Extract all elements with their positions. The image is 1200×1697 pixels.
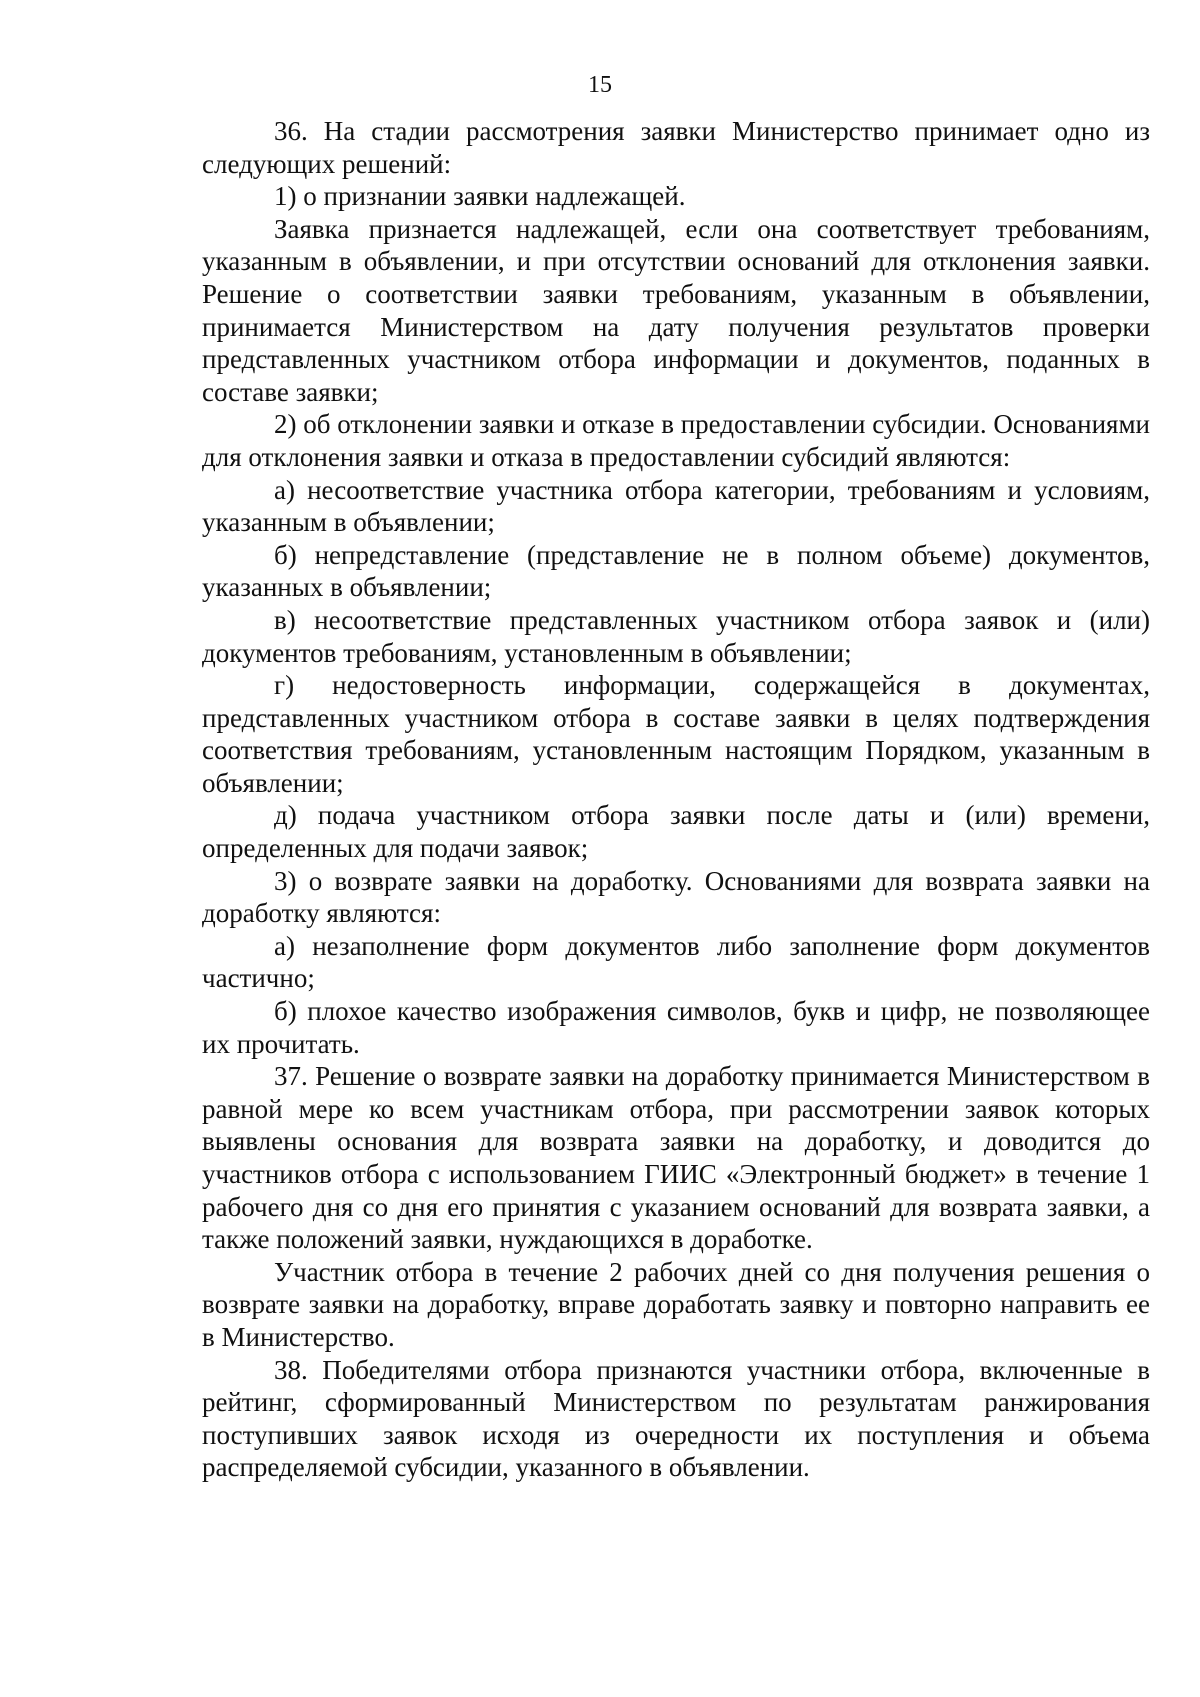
paragraph: 2) об отклонении заявки и отказе в предоставлении субсидии. Основаниями для отклонения заявки и отказа в предоставлении субсидий являются:	[202, 409, 1150, 472]
paragraph: 38. Победителями отбора признаются участники отбора, включенные в рейтинг, сформированный Министерством по результатам ранжирования поступивших заявок исходя из очередности их поступления и объема распределяемой субсидии, указанного в объявлении.	[202, 1354, 1150, 1483]
paragraph: 36. На стадии рассмотрения заявки Министерство принимает одно из следующих решений:	[202, 116, 1150, 179]
paragraph: б) плохое качество изображения символов, букв и цифр, не позволяющее их прочитать.	[202, 996, 1150, 1059]
paragraph: 3) о возврате заявки на доработку. Основаниями для возврата заявки на доработку являются:	[202, 865, 1150, 929]
paragraph: 37. Решение о возврате заявки на доработку принимается Министерством в равной мере ко всем участникам отбора, при рассмотрении заявок которых выявлены основания для возврата заявки на доработку, и доводится до участников отбора с использованием ГИИС «Электронный бюджет» в течение 1 рабочего дня со дня его принятия с указанием оснований для возврата заявки, а также положений заявки, нуждающихся в доработке.	[202, 1061, 1150, 1255]
paragraph: Заявка признается надлежащей, если она соответствует требованиям, указанным в объявлении, и при отсутствии оснований для отклонения заявки. Решение о соответствии заявки требованиям, указанным в объявлении, принимается Министерством на дату получения результатов проверки представленных участником отбора информации и документов, поданных в составе заявки;	[202, 213, 1150, 407]
paragraph: а) незаполнение форм документов либо заполнение форм документов частично;	[202, 930, 1150, 994]
paragraph: в) несоответствие представленных участником отбора заявок и (или) документов требованиям, установленным в объявлении;	[202, 604, 1150, 668]
document-body	[202, 115, 1150, 1484]
paragraph: Участник отбора в течение 2 рабочих дней со дня получения решения о возврате заявки на доработку, вправе доработать заявку и повторно направить ее в Министерство.	[202, 1256, 1150, 1352]
paragraph: д) подача участником отбора заявки после даты и (или) времени, определенных для подачи заявок;	[202, 800, 1150, 864]
paragraph: 1) о признании заявки надлежащей.	[274, 181, 686, 212]
page-number: 15	[588, 72, 612, 98]
paragraph: г) недостоверность информации, содержащейся в документах, представленных участником отбора в составе заявки в целях подтверждения соответствия требованиям, установленным настоящим Порядком, указанным в объявлении;	[202, 670, 1150, 798]
paragraph: а) несоответствие участника отбора категории, требованиям и условиям, указанным в объявлении;	[202, 474, 1150, 538]
paragraph: б) непредставление (представление не в полном объеме) документов, указанных в объявлении;	[202, 539, 1150, 603]
